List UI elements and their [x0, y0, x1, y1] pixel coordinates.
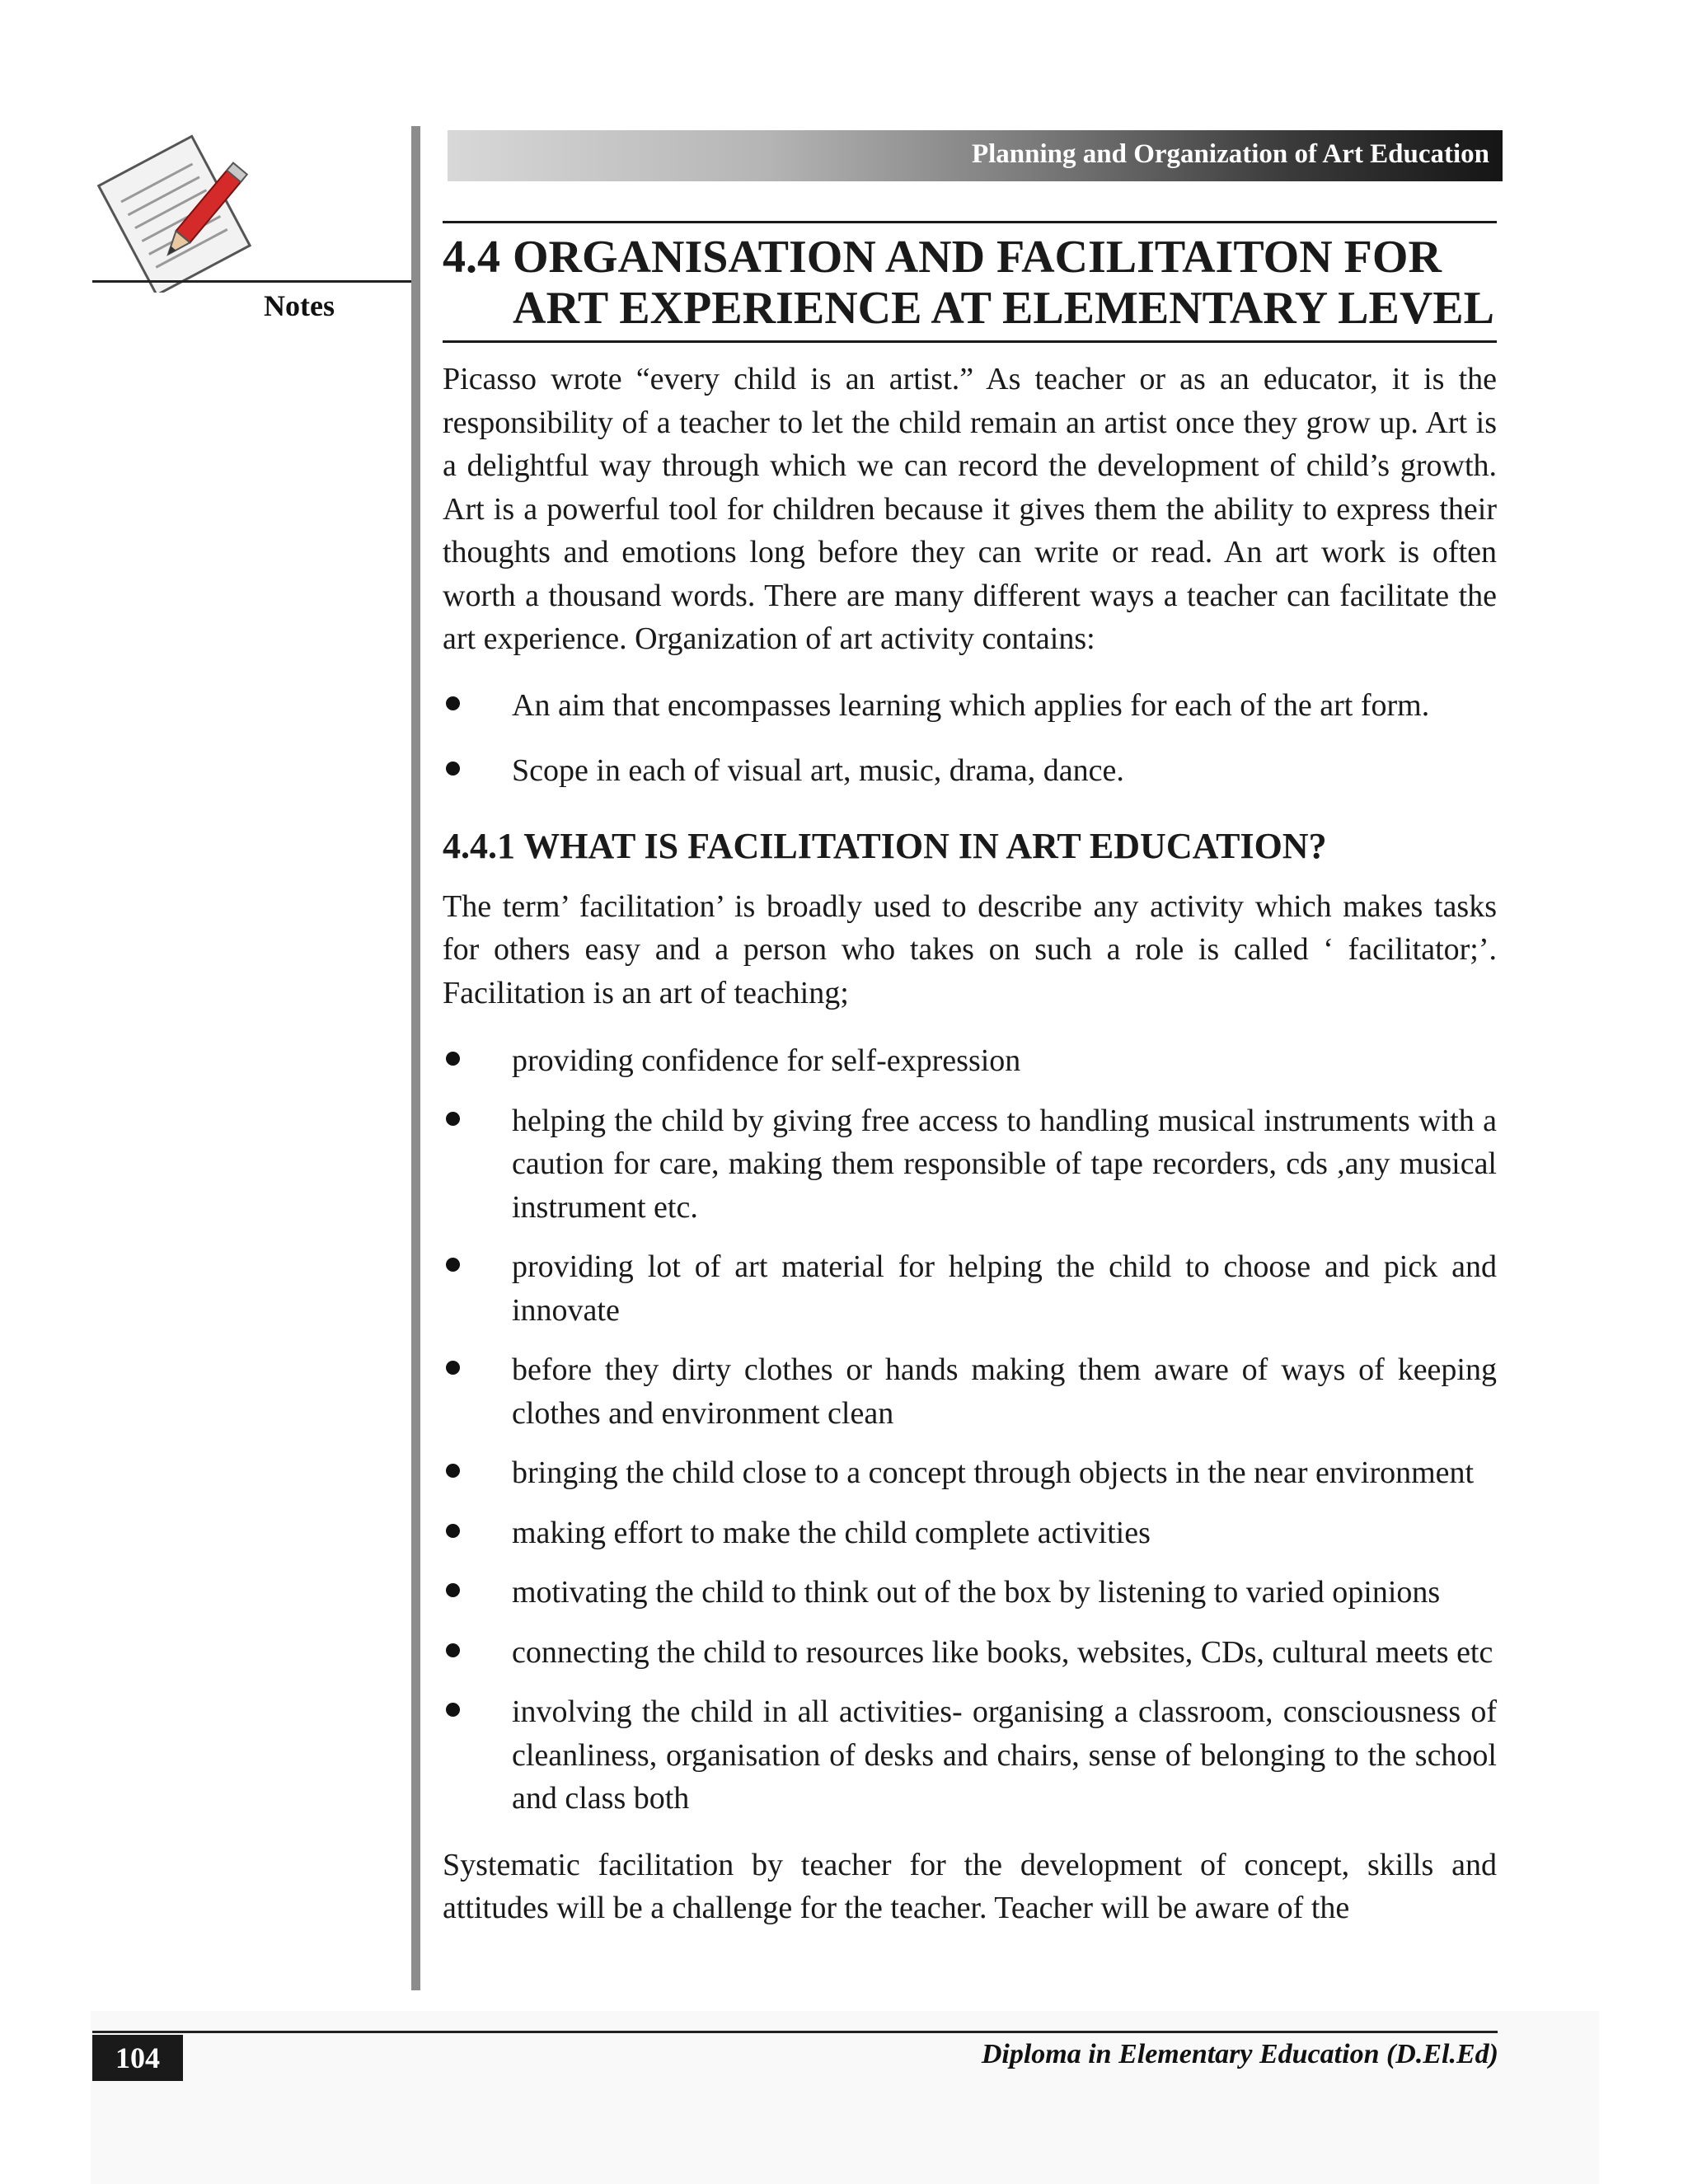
section-heading: [443, 221, 1497, 343]
bullet-dot: [446, 1583, 460, 1597]
section-intro-paragraph: Picasso wrote “every child is an artist.” As teacher or as an educator, it is the responsibility of a teacher to let the child remain an artist once they grow up. Art is a delightful way through which we can record the development of child’s growth. Art is a powerful tool for children because it gives them the ability to express their thoughts and emotions long before they can write or read. An art work is often worth a thousand words. There are many different ways a teacher can facilitate the art experience. Organization of art activity contains:: [443, 362, 1497, 656]
list-item: [443, 1511, 1497, 1555]
list-item: [443, 1039, 1497, 1083]
list-item-text: connecting the child to resources like books, websites, CDs, cultural meets etc: [512, 1634, 1493, 1670]
list-item-text: An aim that encompasses learning which applies for each of the art form.: [512, 687, 1430, 723]
list-item: [443, 1690, 1497, 1821]
list-item-text: Scope in each of visual art, music, drama, dance.: [512, 753, 1124, 788]
bullet-dot: [446, 1524, 460, 1538]
list-item: [443, 1451, 1497, 1495]
footer-rule: [92, 2031, 1498, 2033]
list-item: [443, 1348, 1497, 1435]
bullet-dot: [446, 1361, 460, 1375]
list-item-text: helping the child by giving free access to handling musical instruments with a caution for care, making them responsible of tape recorders, cds ,any musical instrument etc.: [512, 1103, 1497, 1225]
list-item-text: making effort to make the child complete activities: [512, 1515, 1151, 1550]
section-bullet-list: [443, 684, 1497, 793]
page-number: 104: [92, 2035, 183, 2081]
bullet-dot: [446, 1464, 460, 1478]
list-item: [443, 1571, 1497, 1615]
page-bottom-shading: [91, 2011, 1599, 2184]
header-banner: [448, 130, 1503, 181]
bullet-dot: [446, 1258, 460, 1272]
section-number: 4.4: [443, 232, 500, 283]
list-item-text: motivating the child to think out of the box by listening to varied opinions: [512, 1575, 1441, 1610]
closing-paragraph: Systematic facilitation by teacher for the development of concept, skills and attitudes will be a challenge for the teacher. Teacher will be aware of the: [443, 1847, 1497, 1925]
notes-rule: [92, 280, 411, 283]
list-item: [443, 749, 1497, 793]
bullet-dot: [446, 1643, 460, 1657]
list-item-text: bringing the child close to a concept through objects in the near environment: [512, 1455, 1475, 1490]
list-item: [443, 1245, 1497, 1332]
list-item-text: providing confidence for self-expression: [512, 1043, 1021, 1078]
notes-label: Notes: [264, 289, 335, 322]
notepad-pencil-icon: [92, 120, 261, 293]
list-item-text: involving the child in all activities- organising a classroom, consciousness of cleanliness, organisation of desks and chairs, sense of belonging to the school and class both: [512, 1694, 1497, 1816]
margin-bar: [411, 126, 420, 1990]
section-title: [513, 232, 1497, 334]
header-title: Planning and Organization of Art Education: [971, 139, 1489, 169]
bullet-dot: [446, 1703, 460, 1717]
list-item-text: before they dirty clothes or hands making them aware of ways of keeping clothes and environment clean: [512, 1352, 1497, 1431]
facilitation-bullet-list: [443, 1039, 1497, 1821]
subsection-heading: 4.4.1 WHAT IS FACILITATION IN ART EDUCATION?: [443, 825, 1327, 866]
subsection-intro-paragraph: The term’ facilitation’ is broadly used to describe any activity which makes tasks for others easy and a person who takes on such a role is called ‘ facilitator;’. Facilitation is an art of teaching;: [443, 888, 1497, 1010]
bullet-dot: [446, 762, 460, 776]
list-item: [443, 1099, 1497, 1230]
bullet-dot: [446, 1112, 460, 1126]
main-content: [443, 221, 1497, 1930]
list-item: [443, 684, 1497, 728]
bullet-dot: [446, 1052, 460, 1066]
list-item-text: providing lot of art material for helping the child to choose and pick and innovate: [512, 1249, 1497, 1328]
section-title-line-2: ART EXPERIENCE AT ELEMENTARY LEVEL: [513, 283, 1494, 334]
list-item: [443, 1631, 1497, 1675]
footer-title: Diploma in Elementary Education (D.El.Ed): [981, 2039, 1498, 2069]
section-title-line-1: ORGANISATION AND FACILITAITON FOR: [513, 232, 1442, 283]
bullet-dot: [446, 696, 460, 710]
